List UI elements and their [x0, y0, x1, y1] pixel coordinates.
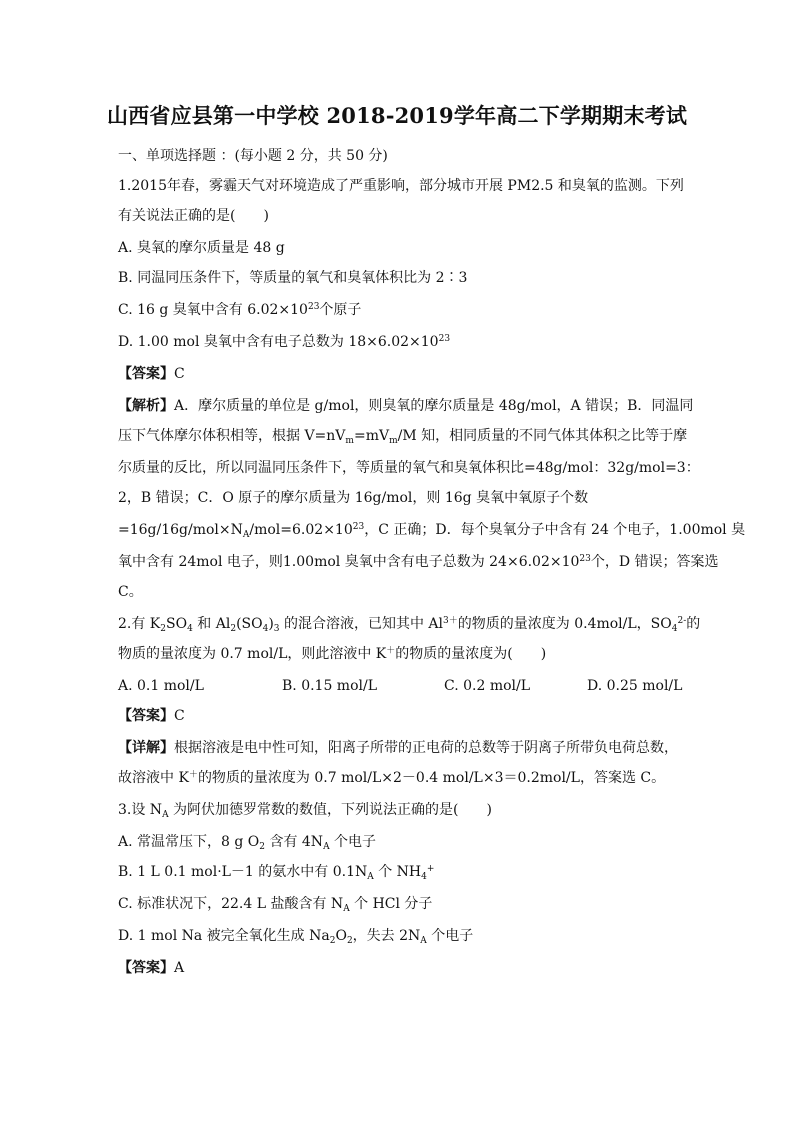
- q3-option-d: [118, 927, 473, 945]
- text: =16g/16g/mol×N: [118, 522, 243, 538]
- q3-option-c: [118, 895, 432, 913]
- q1-option-d: [118, 333, 450, 351]
- text: 个电子: [426, 928, 474, 944]
- text: 氧中含有 24mol 电子，则1.00mol 臭氧中含有电子总数为 24×6.02×10: [118, 554, 580, 570]
- text: D. 1.00 mol 臭氧中含有电子总数为 18×6.02×10: [118, 334, 439, 350]
- subscript: A: [242, 530, 250, 540]
- text: O: [335, 928, 347, 944]
- subscript: 2: [329, 936, 336, 946]
- text: 的物质的量浓度为 0.4mol/L，SO: [457, 616, 672, 632]
- superscript: 3＋: [443, 616, 458, 626]
- subscript: 4: [262, 624, 269, 634]
- answer-label: 【答案】: [118, 708, 174, 724]
- subscript: A: [323, 842, 330, 852]
- q3-option-a: [118, 833, 376, 851]
- superscript: +: [426, 864, 435, 874]
- text: 和 Al: [192, 616, 231, 632]
- text: SO: [166, 616, 188, 632]
- subscript: 2: [346, 936, 353, 946]
- subscript: A: [367, 872, 374, 882]
- text: 的物质的量浓度为( ): [395, 646, 547, 662]
- superscript: 23: [352, 522, 365, 532]
- text: 的混合溶液，已知其中 Al: [279, 616, 444, 632]
- text: 根据溶液是电中性可知，阳离子所带的正电荷的总数等于阴离子所带负电荷总数，: [174, 740, 678, 756]
- subscript: A: [162, 810, 169, 820]
- q1-analysis-line1: [118, 397, 693, 415]
- q1-option-a: A. 臭氧的摩尔质量是 48 g: [118, 240, 285, 256]
- subscript: 2: [230, 624, 237, 634]
- text: 3.设 N: [118, 802, 163, 818]
- q1-stem-line2: 有关说法正确的是( ): [118, 208, 269, 224]
- text: 的物质的量浓度为 0.7 mol/L×2－0.4 mol/L×3＝0.2mol/L，答案选 C。: [197, 770, 666, 786]
- text: 的: [686, 616, 701, 632]
- superscript: 23: [579, 554, 591, 564]
- answer-value: C: [174, 708, 185, 724]
- text: ，失去 2N: [352, 928, 421, 944]
- q1-analysis-line3: 尔质量的反比，所以同温同压条件下，等质量的氧气和臭氧体积比=48g/mol：32g/mol=3：: [118, 460, 700, 476]
- subscript: 2: [259, 842, 265, 852]
- superscript: 2-: [677, 616, 687, 626]
- subscript: m: [345, 436, 354, 446]
- text: B. 1 L 0.1 mol·L－1 的氨水中有 0.1N: [118, 864, 368, 880]
- subscript: m: [389, 436, 398, 446]
- text: 个 HCl 分子: [349, 896, 433, 912]
- q1-option-c: [118, 301, 361, 319]
- text: 物质的量浓度为 0.7 mol/L，则此溶液中 K: [118, 646, 387, 662]
- answer-label: 【答案】: [118, 366, 174, 382]
- text: D. 1 mol Na 被完全氧化生成 Na: [118, 928, 330, 944]
- q1-analysis-line6: [118, 553, 719, 571]
- q1-answer: [118, 365, 185, 383]
- q3-answer: [118, 959, 184, 977]
- text: 为阿伏加德罗常数的数值，下列说法正确的是( ): [168, 802, 492, 818]
- subscript: 4: [671, 624, 678, 634]
- text: 故溶液中 K: [118, 770, 189, 786]
- q1-stem-line1: 1.2015年春，雾霾天气对环境造成了严重影响，部分城市开展 PM2.5 和臭氧的监测。下列: [118, 178, 684, 194]
- superscript: ＋: [188, 770, 198, 780]
- subscript: 2: [160, 624, 167, 634]
- text: 个，D 错误；答案选: [590, 554, 719, 570]
- text: C. 标准状况下，22.4 L 盐酸含有 N: [118, 896, 344, 912]
- q2-detail-line1: [118, 739, 678, 757]
- text: 个原子: [319, 302, 362, 318]
- subscript: 3: [273, 624, 280, 634]
- section-heading: 一、单项选择题 ：(每小题 2 分，共 50 分): [118, 148, 388, 164]
- answer-label: 【答案】: [118, 960, 174, 976]
- text: A．摩尔质量的单位是 g/mol，则臭氧的摩尔质量是 48g/mol，A 错误；B．同温同: [174, 398, 694, 414]
- text: 个 NH: [373, 864, 422, 880]
- q2-stem-line2: [118, 645, 546, 663]
- text: =mV: [353, 428, 390, 444]
- q2-answer: [118, 707, 185, 725]
- text: 压下气体摩尔体积相等，根据 V=nV: [118, 428, 346, 444]
- q2-option-a: A. 0.1 mol/L: [118, 678, 204, 694]
- q1-analysis-line4: 2，B 错误；C．O 原子的摩尔质量为 16g/mol，则 16g 臭氧中氧原子个数: [118, 490, 589, 506]
- analysis-label: 【解析】: [118, 398, 174, 414]
- q2-stem-line1: [118, 615, 700, 633]
- exam-title: 山西省应县第一中学校 2018-2019学年高二下学期期末考试: [106, 103, 688, 128]
- answer-value: C: [174, 366, 185, 382]
- q1-analysis-line7: C。: [118, 584, 143, 600]
- text: ，C 正确；D．每个臭氧分子中含有 24 个电子，1.00mol 臭: [364, 522, 746, 538]
- q1-analysis-line2: [118, 427, 687, 445]
- text: C. 16 g 臭氧中含有 6.02×10: [118, 302, 308, 318]
- subscript: 4: [421, 872, 427, 882]
- superscript: ＋: [386, 646, 396, 656]
- q2-option-d: D. 0.25 mol/L: [587, 678, 683, 694]
- subscript: A: [420, 936, 427, 946]
- text: ): [268, 616, 274, 632]
- text: /mol=6.02×10: [249, 522, 353, 538]
- q2-option-c: C. 0.2 mol/L: [444, 678, 531, 694]
- text: A. 常温常压下，8 g O: [118, 834, 260, 850]
- subscript: A: [343, 904, 350, 914]
- superscript: 23: [307, 302, 320, 312]
- text: 含有 4N: [265, 834, 324, 850]
- text: /M 知，相同质量的不同气体其体积之比等于摩: [397, 428, 688, 444]
- q3-stem: [118, 801, 492, 819]
- text: (SO: [236, 616, 263, 632]
- q1-analysis-line5: [118, 521, 745, 539]
- q2-option-b: B. 0.15 mol/L: [282, 678, 378, 694]
- q1-option-b: B. 同温同压条件下，等质量的氧气和臭氧体积比为 2∶3: [118, 270, 468, 286]
- answer-value: A: [174, 960, 185, 976]
- text: 2.有 K: [118, 616, 161, 632]
- superscript: 23: [438, 334, 451, 344]
- q2-detail-line2: [118, 769, 665, 787]
- subscript: 4: [187, 624, 193, 634]
- detail-label: 【详解】: [118, 740, 174, 756]
- q3-option-b: [118, 863, 434, 881]
- text: 个电子: [329, 834, 377, 850]
